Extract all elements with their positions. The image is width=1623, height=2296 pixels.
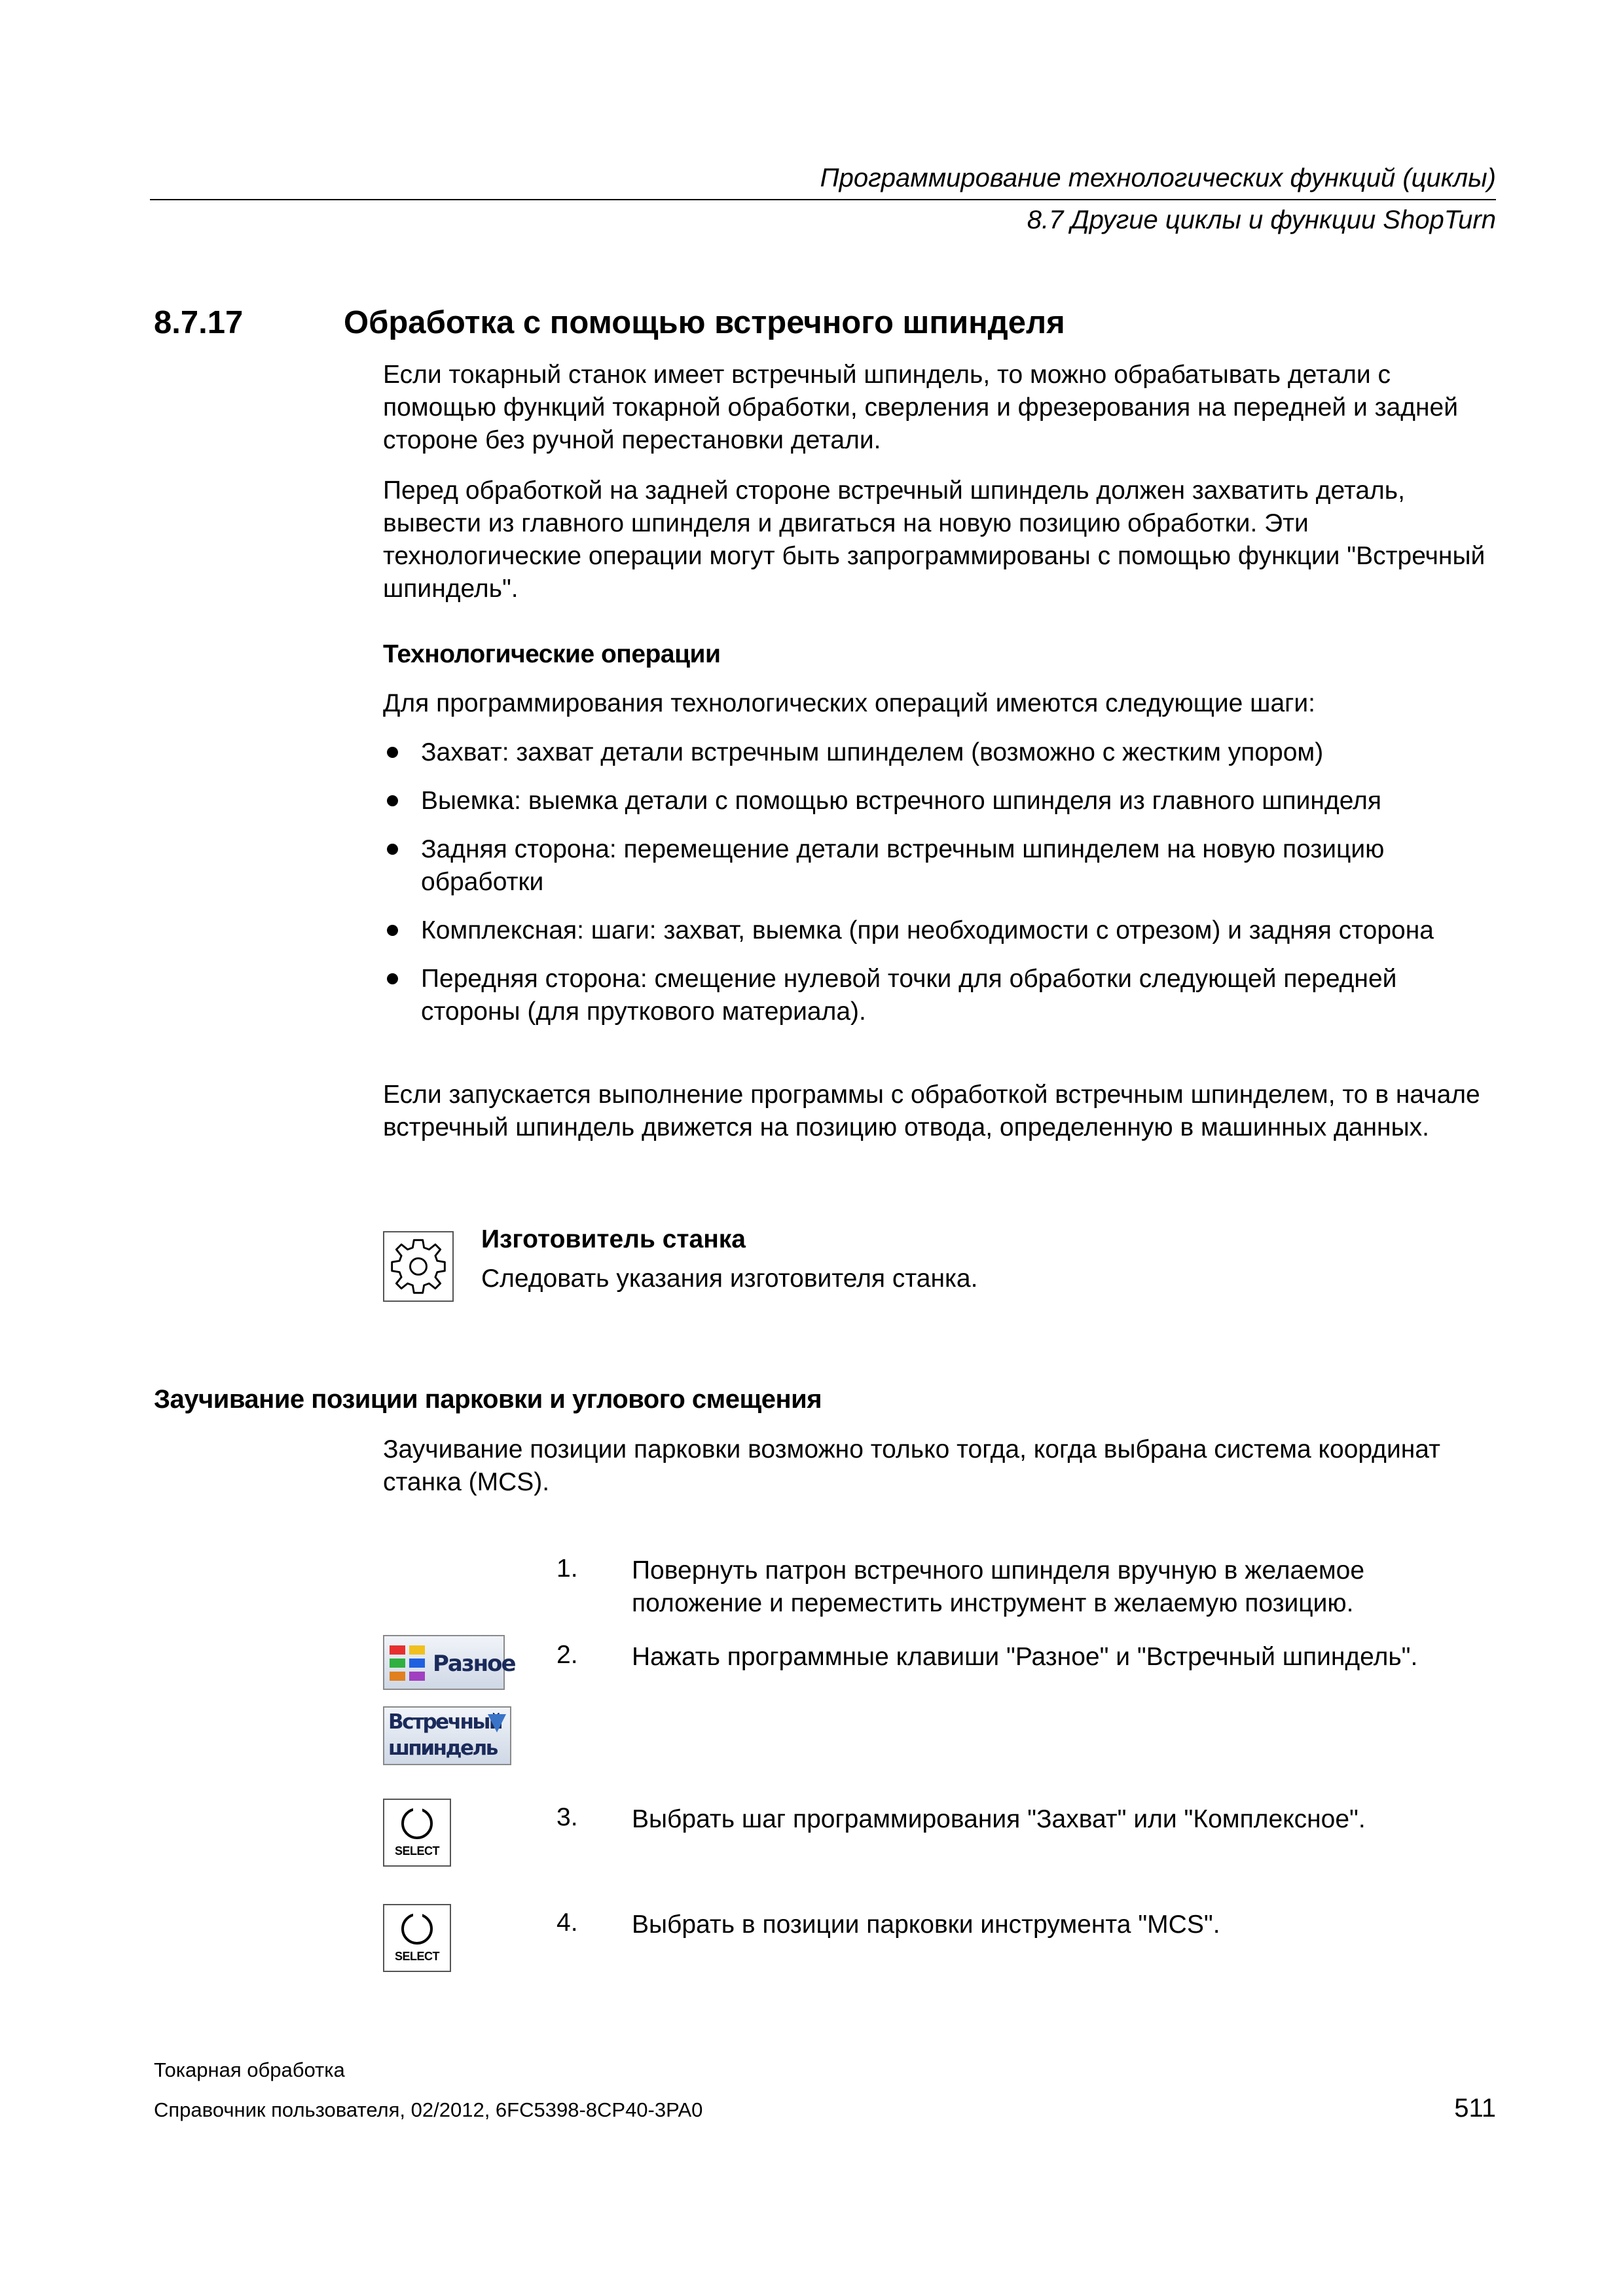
multicolor-grid-icon	[390, 1645, 426, 1682]
misc-softkey[interactable]	[383, 1635, 515, 1690]
intro-text-2: Перед обработкой на задней стороне встречный шпиндель должен захватить деталь, вывести из главного шпинделя и двигаться на новую позицию обработки. Эти технологические операции могут быть запрограммированы с помощью функции "Встречный шпиндель".	[383, 476, 1486, 603]
step-number: 3.	[556, 1803, 578, 1831]
parking-heading: Заучивание позиции парковки и углового смещения	[154, 1385, 822, 1414]
section-number: 8.7.17	[154, 305, 244, 340]
running-header-section: 8.7 Другие циклы и функции ShopTurn	[1027, 206, 1496, 234]
step-text: Выбрать шаг программирования "Захват" или "Комплексное".	[632, 1805, 1366, 1833]
step-text: Повернуть патрон встречного шпинделя вручную в желаемое положение и переместить инструмент в желаемую позицию.	[632, 1556, 1365, 1617]
step-number: 4.	[556, 1909, 578, 1937]
list-item-text: Захват: захват детали встречным шпинделем (возможно с жестким упором)	[421, 738, 1324, 766]
list-item-text: Выемка: выемка детали с помощью встречного шпинделя из главного шпинделя	[421, 787, 1381, 815]
arrow-down-icon	[488, 1714, 506, 1732]
intro-paragraph-2	[383, 475, 1496, 605]
parking-intro-text: Заучивание позиции парковки возможно только тогда, когда выбрана система координат станка (MCS).	[383, 1435, 1440, 1496]
step-number: 2.	[556, 1641, 578, 1669]
note-title: Изготовитель станка	[481, 1225, 746, 1253]
bullet-icon	[387, 973, 398, 984]
tech-ops-list	[383, 736, 1496, 1044]
note-text: Следовать указания изготовителя станка.	[481, 1265, 978, 1293]
tech-ops-closing	[383, 1079, 1496, 1144]
bullet-icon	[387, 925, 398, 936]
step-number: 1.	[556, 1554, 578, 1583]
bullet-icon	[387, 795, 398, 806]
running-header-chapter: Программирование технологических функций (циклы)	[820, 164, 1496, 192]
list-item	[383, 833, 1496, 899]
machine-manufacturer-note-icon-frame	[383, 1231, 454, 1302]
header-rule	[150, 199, 1496, 200]
step-text: Выбрать в позиции парковки инструмента "MCS".	[632, 1910, 1220, 1939]
counter-spindle-label-line2: шпиндель	[388, 1736, 497, 1760]
footer-manual-info: Справочник пользователя, 02/2012, 6FC5398-8CP40-3PA0	[154, 2098, 703, 2121]
parking-intro	[383, 1433, 1496, 1499]
intro-text-1: Если токарный станок имеет встречный шпиндель, то можно обрабатывать детали с помощью функций токарной обработки, сверления и фрезерования на передней и задней стороне без ручной перестановки детали.	[383, 361, 1459, 454]
select-key-label: SELECT	[394, 1844, 439, 1857]
list-item-text: Задняя сторона: перемещение детали встречным шпинделем на новую позицию обработки	[421, 835, 1385, 896]
list-item	[383, 736, 1496, 769]
misc-softkey-label: Разное	[433, 1651, 515, 1677]
list-item	[383, 785, 1496, 817]
bullet-icon	[387, 747, 398, 758]
tech-ops-heading: Технологические операции	[383, 640, 721, 668]
tech-ops-closing-text: Если запускается выполнение программы с обработкой встречным шпинделем, то в начале встречный шпиндель движется на позицию отвода, определенную в машинных данных.	[383, 1081, 1480, 1141]
select-icon-gap	[413, 1805, 422, 1816]
intro-paragraph-1	[383, 359, 1496, 457]
select-key[interactable]	[383, 1799, 451, 1867]
select-icon-gap	[413, 1910, 422, 1921]
tech-ops-lead: Для программирования технологических операций имеются следующие шаги:	[383, 689, 1315, 717]
bullet-icon	[387, 844, 398, 855]
select-key-label: SELECT	[394, 1950, 439, 1963]
list-item-text: Передняя сторона: смещение нулевой точки для обработки следующей передней стороны (для пруткового материала).	[421, 965, 1397, 1026]
counter-spindle-softkey[interactable]	[383, 1706, 511, 1765]
page-number: 511	[1454, 2094, 1496, 2123]
step-text: Нажать программные клавиши "Разное" и "Встречный шпиндель".	[632, 1643, 1418, 1671]
counter-spindle-label-line1: Встречный	[388, 1710, 502, 1734]
section-title: Обработка с помощью встречного шпинделя	[344, 305, 1065, 340]
select-key[interactable]	[383, 1904, 451, 1972]
list-item	[383, 914, 1496, 947]
list-item-text: Комплексная: шаги: захват, выемка (при необходимости с отрезом) и задняя сторона	[421, 916, 1434, 944]
counter-spindle-softkey-label	[388, 1709, 501, 1761]
list-item	[383, 963, 1496, 1028]
gear-icon	[387, 1235, 450, 1298]
footer-title: Токарная обработка	[154, 2058, 345, 2081]
